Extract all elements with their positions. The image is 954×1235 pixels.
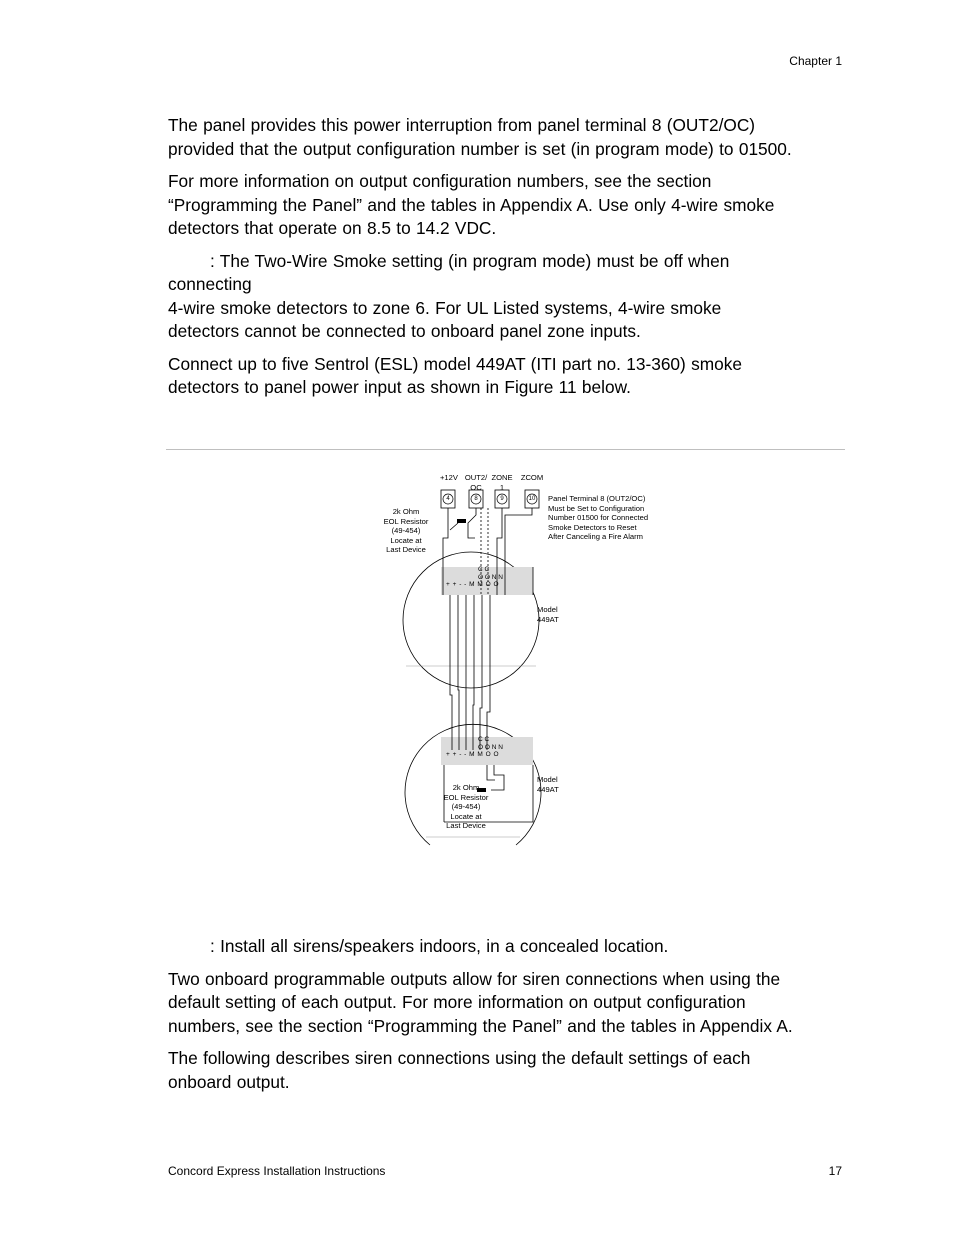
section-divider — [166, 449, 845, 450]
terminal-number-10: 10 — [528, 496, 536, 502]
detector-2-model-label: Model 449AT — [537, 775, 559, 794]
bottom-paragraphs — [168, 935, 858, 1103]
paragraph-power-interruption: The panel provides this power interruption from panel terminal 8 (OUT2/OC) provided that the output configuration number is set (in program mode) to 01500. — [168, 115, 792, 159]
terminal-label-zone1: ZONE 1 — [491, 473, 513, 492]
terminal-label-out2: OUT2/ OC — [464, 473, 488, 492]
detector-2-terms-row2: O O N N — [478, 743, 503, 751]
detector-1-terms-row1: C C — [478, 566, 490, 573]
paragraph-note-two-wire: : The Two-Wire Smoke setting (in program mode) must be off when connecting 4-wire smoke detectors to zone 6. For UL Listed systems, 4-wire smoke detectors cannot be connected to onboard panel zone inputs. — [168, 250, 730, 341]
terminal-number-8: 8 — [474, 496, 478, 502]
detector-2-terms-row3: + + - - M M O O — [446, 751, 499, 758]
paragraph-connect-detectors: Connect up to five Sentrol (ESL) model 449AT (ITI part no. 13-360) smoke detectors to panel power input as shown in Figure 11 below. — [168, 353, 743, 397]
paragraph-config-info: For more information on output configuration numbers, see the section “Programming the Panel” and the tables in Appendix A. Use only 4-wire smoke detectors that operate on 8.5 to 14.2 VDC. — [168, 171, 775, 238]
wiring-diagram-figure — [370, 470, 670, 850]
paragraph-siren-connections: The following describes siren connections using the default settings of each onboard output. — [168, 1048, 751, 1092]
detector-1-terms-row2: O O N N — [478, 573, 503, 581]
terminal-number-9: 9 — [500, 496, 504, 502]
detector-1-model-label: Model 449AT — [537, 605, 559, 624]
terminal-label-12v: +12V — [440, 473, 458, 482]
chapter-header: Chapter 1 — [789, 54, 842, 68]
detector-1-terms-row3: + + - - M M O O — [446, 581, 499, 588]
footer-document-title: Concord Express Installation Instructions — [168, 1164, 386, 1178]
detector-2-terms-row1: C C — [478, 736, 490, 743]
terminal-number-4: 4 — [446, 496, 450, 502]
eol-resistor-label-top: 2k Ohm EOL Resistor (49-454) Locate at Last Device — [383, 507, 429, 554]
top-paragraphs — [168, 114, 858, 409]
paragraph-siren-outputs: Two onboard programmable outputs allow for siren connections when using the default setting of each output. For more information on output configuration numbers, see the section “Programming the Panel” and the tables in Appendix A. — [168, 968, 793, 1036]
paragraph-note-sirens: : Install all sirens/speakers indoors, in a concealed location. — [210, 936, 669, 956]
footer-page-number: 17 — [828, 1164, 842, 1178]
terminal-label-zcom: ZCOM — [520, 473, 544, 482]
eol-resistor-label-bottom: 2k Ohm EOL Resistor (49-454) Locate at Last Device — [443, 783, 489, 830]
panel-terminal-note: Panel Terminal 8 (OUT2/OC) Must be Set to Configuration Number 01500 for Connected Smoke Detectors to Reset After Canceling a Fire Alarm — [548, 494, 649, 541]
